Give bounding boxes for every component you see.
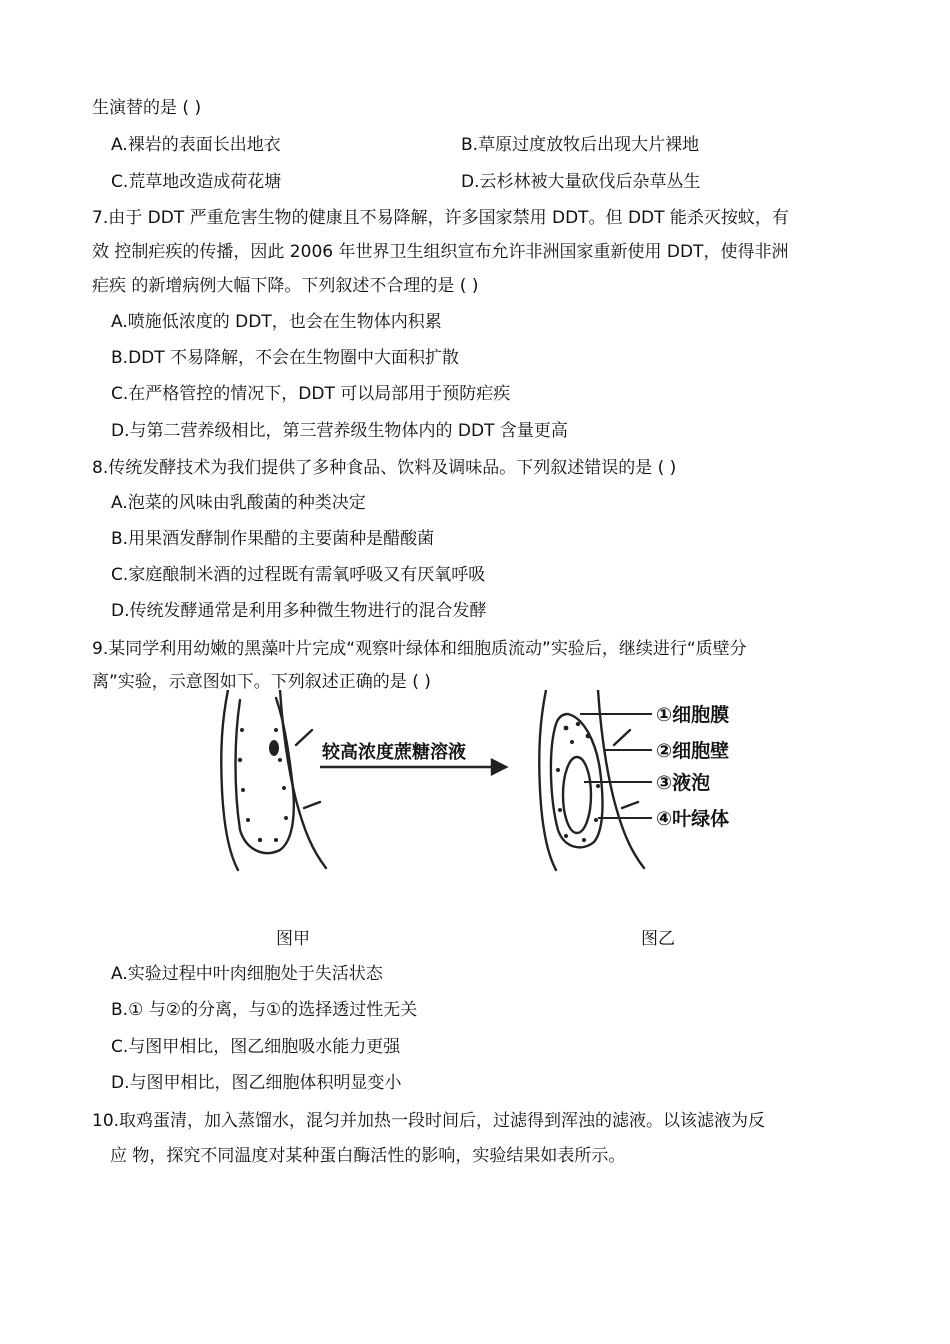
q9-stem-line-2: 离”实验，示意图如下。下列叙述正确的是 ( )	[92, 672, 431, 692]
fig-b-wall-neighbor	[614, 730, 638, 808]
q7-stem-line-1: 7.由于 DDT 严重危害生物的健康且不易降解，许多国家禁用 DDT。但 DDT 能杀灭按蚊，有	[92, 208, 789, 228]
q6-option-a: A.裸岩的表面长出地衣	[111, 135, 281, 155]
q9-stem-line-1: 9.某同学利用幼嫩的黑藻叶片完成“观察叶绿体和细胞质流动”实验后，继续进行“质壁分	[92, 639, 747, 659]
q7-option-a: A.喷施低浓度的 DDT，也会在生物体内积累	[111, 312, 442, 332]
plasmolysis-figure	[200, 690, 760, 880]
q6-option-b: B.草原过度放牧后出现大片裸地	[461, 135, 700, 155]
q7-option-b: B.DDT 不易降解，不会在生物圈中大面积扩散	[111, 348, 460, 368]
q9-option-b: B.① 与②的分离，与①的选择透过性无关	[111, 1000, 418, 1020]
fig-b-wall-right	[598, 690, 644, 868]
q8-stem: 8.传统发酵技术为我们提供了多种食品、饮料及调味品。下列叙述错误的是 ( )	[92, 458, 677, 478]
q10-stem-line-1: 10.取鸡蛋清，加入蒸馏水，混匀并加热一段时间后，过滤得到浑浊的滤液。以该滤液为反	[92, 1111, 766, 1131]
fig-a-membrane	[236, 698, 294, 853]
fig-a-chloroplasts	[238, 728, 288, 842]
fig-a-wall-neighbor	[296, 730, 320, 808]
q8-option-b: B.用果酒发酵制作果醋的主要菌种是醋酸菌	[111, 529, 435, 549]
fig-b-vacuole	[563, 757, 591, 833]
fig-b-wall-outer	[539, 690, 556, 870]
label-cell-wall: ②细胞壁	[656, 740, 730, 762]
q7-stem-line-2: 效 控制疟疾的传播，因此 2006 年世界卫生组织宣布允许非洲国家重新使用 DDT，使得非洲	[92, 242, 789, 262]
q9-option-c: C.与图甲相比，图乙细胞吸水能力更强	[111, 1037, 401, 1057]
fig-b-membrane	[551, 714, 603, 847]
q6-option-d: D.云杉林被大量砍伐后杂草丛生	[461, 172, 701, 192]
q9-option-a: A.实验过程中叶肉细胞处于失活状态	[111, 964, 383, 984]
q6-stem-tail: 生演替的是 ( )	[92, 98, 202, 118]
q7-stem-line-3: 疟疾 的新增病例大幅下降。下列叙述不合理的是 ( )	[92, 276, 479, 296]
q7-option-c: C.在严格管控的情况下，DDT 可以局部用于预防疟疾	[111, 384, 511, 404]
q8-option-d: D.传统发酵通常是利用多种微生物进行的混合发酵	[111, 601, 487, 621]
q10-stem-line-2: 应 物，探究不同温度对某种蛋白酶活性的影响，实验结果如表所示。	[110, 1146, 626, 1166]
q8-option-c: C.家庭酿制米酒的过程既有需氧呼吸又有厌氧呼吸	[111, 565, 486, 585]
caption-figure-a: 图甲	[276, 929, 310, 949]
q9-option-d: D.与图甲相比，图乙细胞体积明显变小	[111, 1073, 402, 1093]
label-vacuole: ③液泡	[656, 772, 711, 794]
q8-option-a: A.泡菜的风味由乳酸菌的种类决定	[111, 493, 366, 513]
q7-option-d: D.与第二营养级相比，第三营养级生物体内的 DDT 含量更高	[111, 421, 568, 441]
arrow-label: 较高浓度蔗糖溶液	[322, 742, 466, 763]
label-cell-membrane: ①细胞膜	[656, 704, 730, 726]
label-chloroplast: ④叶绿体	[656, 808, 730, 830]
caption-figure-b: 图乙	[641, 929, 675, 949]
q6-option-c: C.荒草地改造成荷花塘	[111, 172, 282, 192]
